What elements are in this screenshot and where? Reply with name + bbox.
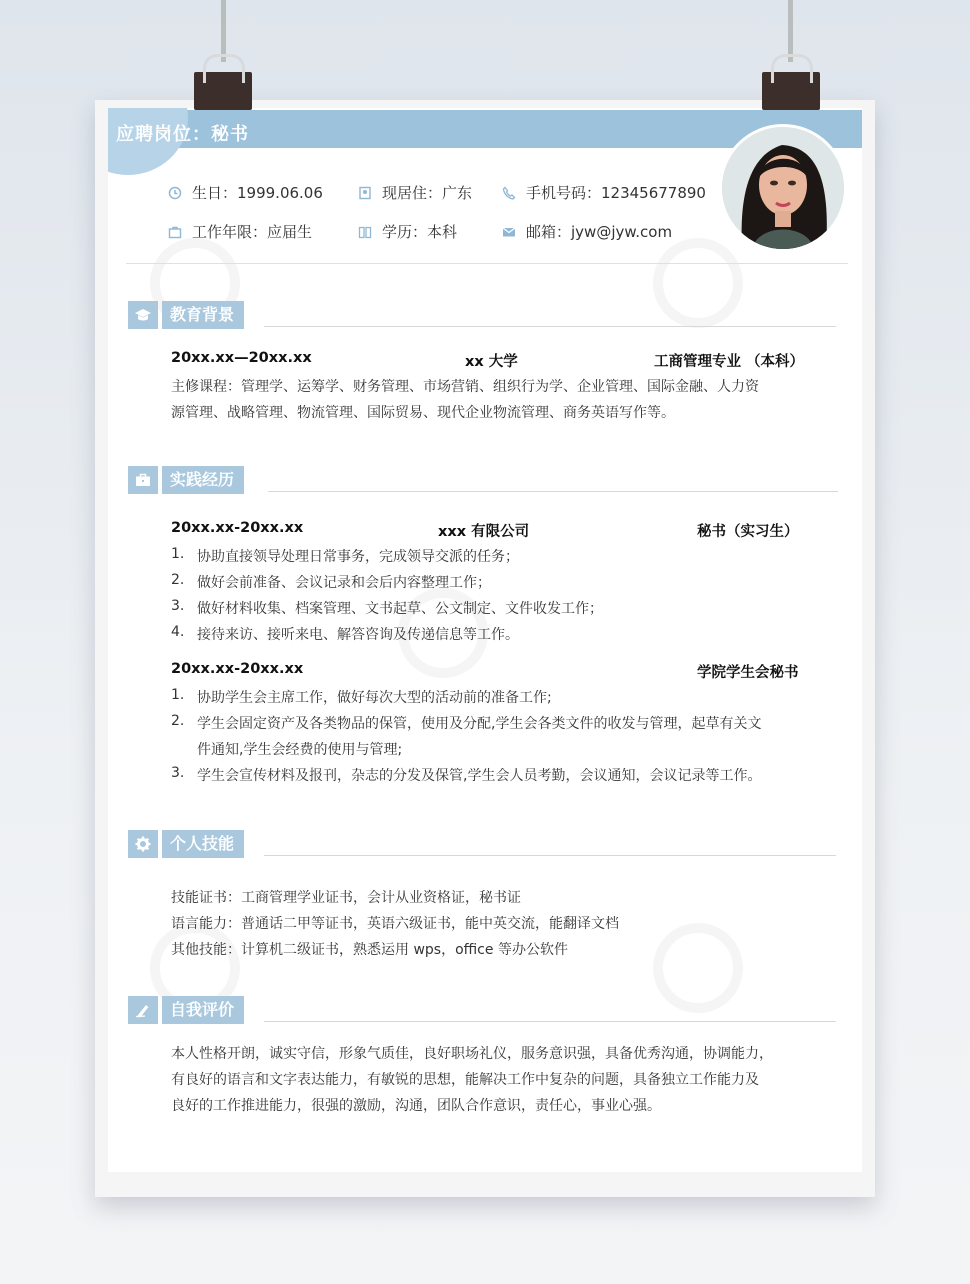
exp1-period: 20xx.xx-20xx.xx: [171, 520, 304, 536]
self-eval-line1: 本人性格开朗，诚实守信，形象气质佳，良好职场礼仪，服务意识强，具备优秀沟通，协调能力，: [171, 1046, 773, 1062]
residence-text: 现居住：广东: [382, 184, 473, 202]
list-number: 1.: [171, 546, 185, 562]
exp1-item: 做好材料收集、档案管理、文书起草、公文制定、文件收发工作；: [197, 601, 603, 617]
header-divider: [126, 263, 848, 264]
self-eval-line3: 良好的工作推进能力，很强的激励，沟通，团队合作意识，责任心，事业心强。: [171, 1098, 661, 1114]
watermark-logo: [653, 238, 743, 328]
exp1-item: 接待来访、接听来电、解答咨询及传递信息等工作。: [197, 627, 519, 643]
exp2-period: 20xx.xx-20xx.xx: [171, 661, 304, 677]
hanging-wire-left: [221, 0, 226, 62]
list-number: 3.: [171, 765, 185, 781]
section-title: 自我评价: [162, 996, 244, 1024]
skill-cert: 技能证书：工商管理学业证书，会计从业资格证，秘书证: [171, 890, 521, 906]
gear-icon: [135, 836, 151, 852]
list-number: 3.: [171, 598, 185, 614]
exp2-item-continued: 件通知,学生会经费的使用与管理;: [197, 742, 403, 758]
pen-icon: [135, 1002, 151, 1018]
edu-courses-line2: 源管理、战略管理、物流管理、国际贸易、现代企业物流管理、商务英语写作等。: [171, 405, 675, 421]
exp1-company: xxx 有限公司: [438, 524, 530, 540]
watermark-logo: [653, 923, 743, 1013]
book-icon: [358, 225, 372, 239]
info-phone: [502, 182, 706, 203]
location-icon: [358, 186, 372, 200]
info-work-years: [168, 221, 312, 242]
hanging-wire-right: [788, 0, 793, 62]
section-title: 个人技能: [162, 830, 244, 858]
info-email: [502, 221, 672, 242]
exp1-item: 做好会前准备、会议记录和会后内容整理工作；: [197, 575, 491, 591]
edu-major: 工商管理专业 （本科）: [654, 354, 805, 370]
section-title: 实践经历: [162, 466, 244, 494]
mail-icon: [502, 225, 516, 239]
skill-language: 语言能力：普通话二甲等证书，英语六级证书，能中英交流，能翻译文档: [171, 916, 619, 932]
exp2-item: 学生会固定资产及各类物品的保管，使用及分配,学生会各类文件的收发与管理，起草有关文: [197, 716, 762, 732]
exp1-item: 协助直接领导处理日常事务，完成领导交派的任务；: [197, 549, 519, 565]
skill-other: 其他技能：计算机二级证书，熟悉运用 wps，office 等办公软件: [171, 942, 568, 958]
edu-school: xx 大学: [465, 354, 518, 370]
self-eval-line2: 有良好的语言和文字表达能力，有敏锐的思想，能解决工作中复杂的问题，具备独立工作能力及: [171, 1072, 759, 1088]
binder-clip-right: [762, 72, 820, 110]
avatar: [719, 124, 847, 252]
phone-text: 手机号码：12345677890: [526, 184, 706, 202]
binder-clip-left: [194, 72, 252, 110]
exp2-item: 协助学生会主席工作，做好每次大型的活动前的准备工作;: [197, 690, 552, 706]
case-icon: [135, 473, 151, 487]
phone-icon: [502, 186, 516, 200]
info-residence: [358, 182, 472, 203]
list-number: 2.: [171, 572, 185, 588]
education-text: 学历：本科: [382, 223, 458, 241]
info-education: [358, 221, 457, 242]
graduation-cap-icon: [134, 308, 152, 322]
list-number: 4.: [171, 624, 185, 640]
edu-courses-line1: 主修课程：管理学、运筹学、财务管理、市场营销、组织行为学、企业管理、国际金融、人力资: [171, 379, 759, 395]
list-number: 1.: [171, 687, 185, 703]
resume-sheet: [108, 108, 862, 1172]
briefcase-icon: [168, 225, 182, 239]
job-title: 应聘岗位：秘书: [116, 124, 249, 145]
section-title: 教育背景: [162, 301, 244, 329]
birth-text: 生日：1999.06.06: [192, 184, 323, 202]
work-years-text: 工作年限：应届生: [192, 223, 313, 241]
edu-period: 20xx.xx—20xx.xx: [171, 350, 312, 366]
email-text: 邮箱：jyw@jyw.com: [526, 223, 673, 241]
exp2-position: 学院学生会秘书: [697, 665, 799, 681]
info-birth: [168, 182, 323, 203]
resume-poster: [95, 100, 875, 1197]
birthday-icon: [168, 186, 182, 200]
list-number: 2.: [171, 713, 185, 729]
exp1-position: 秘书（实习生）: [697, 524, 799, 540]
exp2-item: 学生会宣传材料及报刊，杂志的分发及保管,学生会人员考勤，会议通知，会议记录等工作。: [197, 768, 762, 784]
